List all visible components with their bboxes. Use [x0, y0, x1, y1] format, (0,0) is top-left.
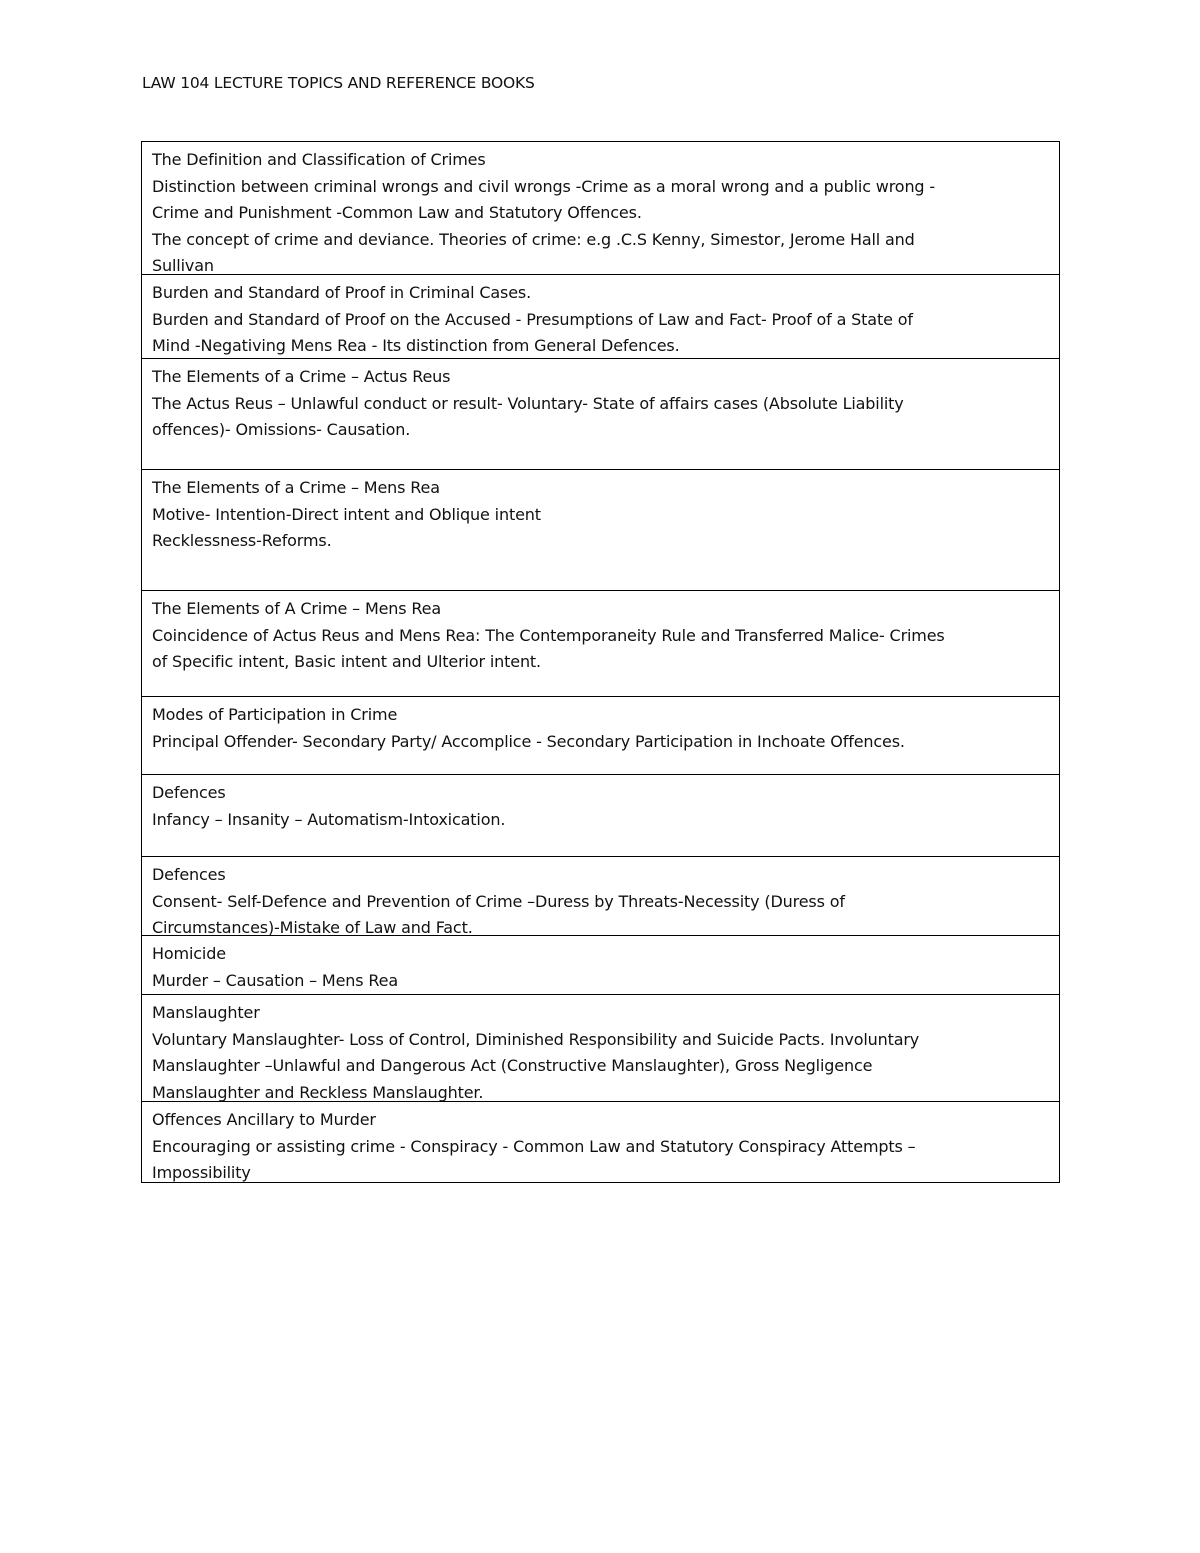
topic-detail: Sullivan [152, 256, 214, 275]
topic-detail: offences)- Omissions- Causation. [152, 420, 411, 439]
topic-detail: Principal Offender- Secondary Party/ Accomplice - Secondary Participation in Inchoate Offences. [152, 731, 905, 751]
topic-detail: The Actus Reus – Unlawful conduct or result- Voluntary- State of affairs cases (Absolute Liability [152, 393, 904, 413]
topic-row-coincidence [142, 591, 1059, 697]
topic-heading: Modes of Participation in Crime [152, 705, 398, 724]
topic-detail: Distinction between criminal wrongs and civil wrongs -Crime as a moral wrong and a public wrong - [152, 176, 935, 196]
topic-detail: Burden and Standard of Proof on the Accused - Presumptions of Law and Fact- Proof of a State of [152, 309, 913, 329]
topic-detail: Manslaughter –Unlawful and Dangerous Act (Constructive Manslaughter), Gross Negligence [152, 1056, 873, 1075]
topic-row-defences-1 [142, 775, 1059, 857]
topic-heading: Burden and Standard of Proof in Criminal Cases. [152, 283, 532, 302]
topic-row-mens-rea [142, 470, 1059, 591]
topic-heading: Defences [152, 783, 226, 802]
topic-detail: The concept of crime and deviance. Theories of crime: e.g .C.S Kenny, Simestor, Jerome Hall and [152, 229, 915, 249]
topic-detail: Consent- Self-Defence and Prevention of Crime –Duress by Threats-Necessity (Duress of [152, 891, 845, 911]
topic-heading: The Elements of a Crime – Mens Rea [152, 478, 440, 497]
topic-row-burden-of-proof [142, 275, 1059, 359]
topic-detail: Circumstances)-Mistake of Law and Fact. [152, 918, 473, 936]
topic-detail: Infancy – Insanity – Automatism-Intoxication. [152, 809, 506, 829]
topic-detail: Motive- Intention-Direct intent and Oblique intent [152, 504, 541, 524]
lecture-topics-table [141, 141, 1060, 1183]
topic-detail: Coincidence of Actus Reus and Mens Rea: The Contemporaneity Rule and Transferred Malice- Crimes [152, 625, 945, 645]
topic-heading: Defences [152, 865, 226, 884]
topic-row-homicide [142, 936, 1059, 995]
topic-detail: Mind -Negativing Mens Rea - Its distinction from General Defences. [152, 336, 680, 355]
topic-detail: Impossibility [152, 1163, 251, 1182]
document-title: LAW 104 LECTURE TOPICS AND REFERENCE BOOKS [142, 74, 535, 92]
topic-detail: Manslaughter and Reckless Manslaughter. [152, 1082, 484, 1102]
topic-heading: Offences Ancillary to Murder [152, 1110, 376, 1129]
topic-row-defences-2 [142, 857, 1059, 936]
topic-row-definition-classification [142, 142, 1059, 275]
topic-heading: Manslaughter [152, 1003, 260, 1022]
topic-detail: Encouraging or assisting crime - Conspiracy - Common Law and Statutory Conspiracy Attempts – [152, 1136, 916, 1156]
topic-detail: of Specific intent, Basic intent and Ulterior intent. [152, 652, 541, 671]
topic-row-ancillary-offences [142, 1102, 1059, 1183]
topic-heading: Homicide [152, 944, 226, 963]
topic-detail: Crime and Punishment -Common Law and Statutory Offences. [152, 203, 642, 222]
topic-heading: The Elements of a Crime – Actus Reus [152, 367, 451, 386]
topic-detail: Murder – Causation – Mens Rea [152, 970, 398, 990]
topic-detail: Voluntary Manslaughter- Loss of Control, Diminished Responsibility and Suicide Pacts. Involuntary [152, 1029, 920, 1049]
topic-row-actus-reus [142, 359, 1059, 470]
topic-row-manslaughter [142, 995, 1059, 1102]
topic-detail: Recklessness-Reforms. [152, 531, 332, 550]
topic-heading: The Elements of A Crime – Mens Rea [152, 599, 442, 618]
topic-row-participation [142, 697, 1059, 775]
topic-heading: The Definition and Classification of Crimes [152, 150, 486, 169]
